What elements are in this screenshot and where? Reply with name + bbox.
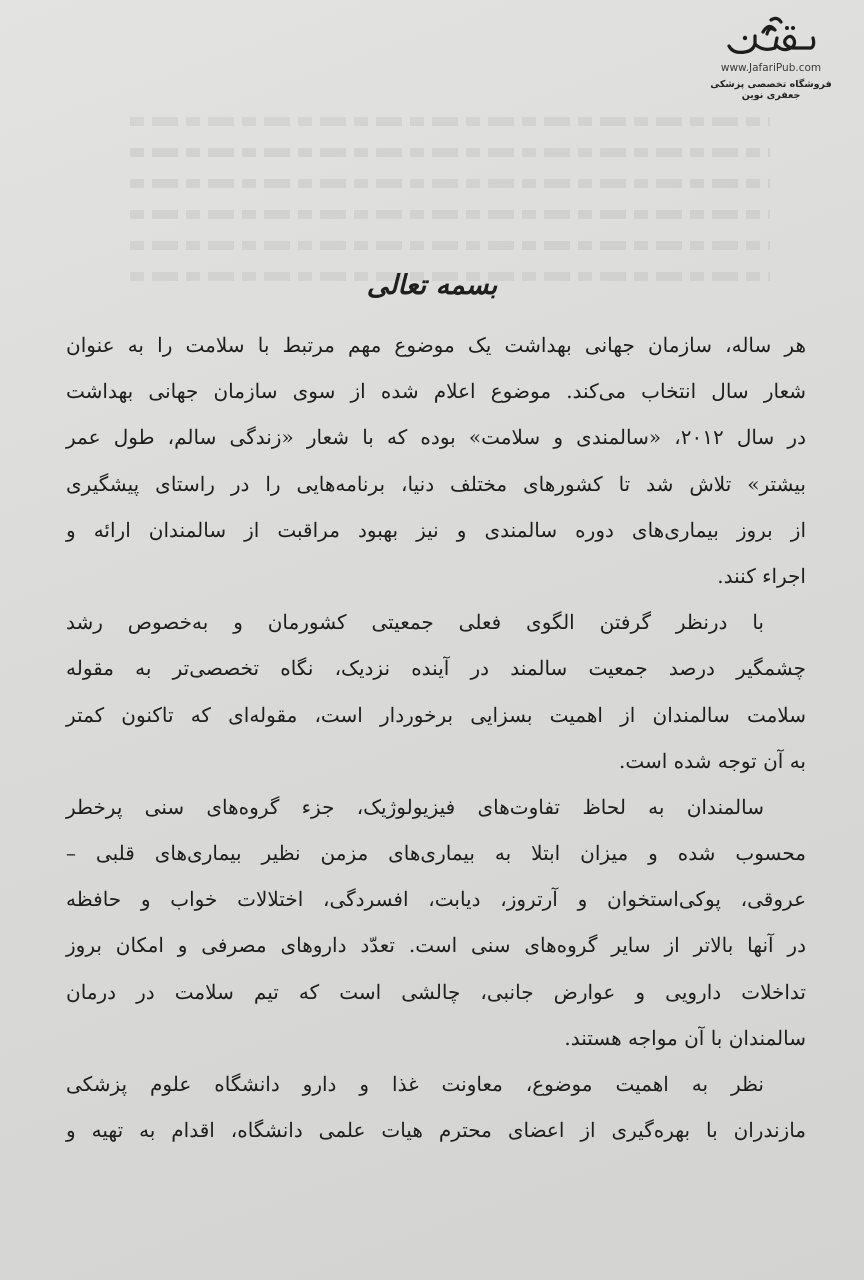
text-line: سلامت سالمندان از اهمیت بسزایی برخوردار است، مقوله‌ای که تاکنون کمتر <box>66 702 806 727</box>
text-line: با درنظر گرفتن الگوی فعلی جمعیتی کشورمان و به‌خصوص رشد <box>66 610 764 635</box>
text-line: تداخلات دارویی و عوارض جانبی، چالشی است که تیم سلامت در درمان <box>66 979 806 1004</box>
publisher-url: www.JafariPub.com <box>720 62 822 74</box>
text-line: عروقی، پوکی‌استخوان و آرتروز، دیابت، افسردگی، اختلالات خواب و حافظه <box>66 887 806 912</box>
text-line: محسوب شده و میزان ابتلا به بیماری‌های مزمن نظیر بیماری‌های قلبی – <box>66 841 807 866</box>
logo-mark-icon <box>723 16 819 60</box>
text-line: در آنها بالاتر از سایر گروه‌های سنی است. تعدّد داروهای مصرفی و امکان بروز <box>66 933 806 958</box>
text-line: مازندران با بهره‌گیری از اعضای محترم هیات علمی دانشگاه، اقدام به تهیه و <box>66 1118 806 1143</box>
text-line: چشمگیر درصد جمعیت سالمند در آینده نزدیک، نگاه تخصصی‌تر به مقوله <box>66 656 806 681</box>
text-line: شعار سال انتخاب می‌کند. موضوع اعلام شده از سوی سازمان جهانی بهداشت <box>66 379 806 404</box>
page-heading: بسمه تعالی <box>366 270 498 301</box>
text-line: بیشتر» تلاش شد تا کشورهای مختلف دنیا، برنامه‌هایی را در راستای پیشگیری <box>66 471 806 496</box>
text-line: نظر به اهمیت موضوع، معاونت غذا و دارو دانشگاه علوم پزشکی <box>66 1072 764 1096</box>
text-line: سالمندان با آن مواجه هستند. <box>564 1025 806 1050</box>
publisher-store-name: فروشگاه تخصصی پزشکی جعفری نوین <box>710 79 832 101</box>
text-line: سالمندان به لحاظ تفاوت‌های فیزیولوژیک، جزء گروه‌های سنی پرخطر <box>66 794 764 819</box>
text-line: از بروز بیماری‌های دوره سالمندی و نیز بهبود مراقبت از سالمندان ارائه و <box>66 517 806 542</box>
text-line: هر ساله، سازمان جهانی بهداشت یک موضوع مهم مرتبط با سلامت را به عنوان <box>66 333 806 357</box>
page-body <box>66 322 806 1153</box>
text-line: اجراء کنند. <box>717 563 806 588</box>
text-line: در سال ۲۰۱۲، «سالمندی و سلامت» بوده که با شعار «زندگی سالم، طول عمر <box>66 425 806 450</box>
text-line: به آن توجه شده است. <box>619 748 806 773</box>
publisher-logo <box>696 16 846 101</box>
